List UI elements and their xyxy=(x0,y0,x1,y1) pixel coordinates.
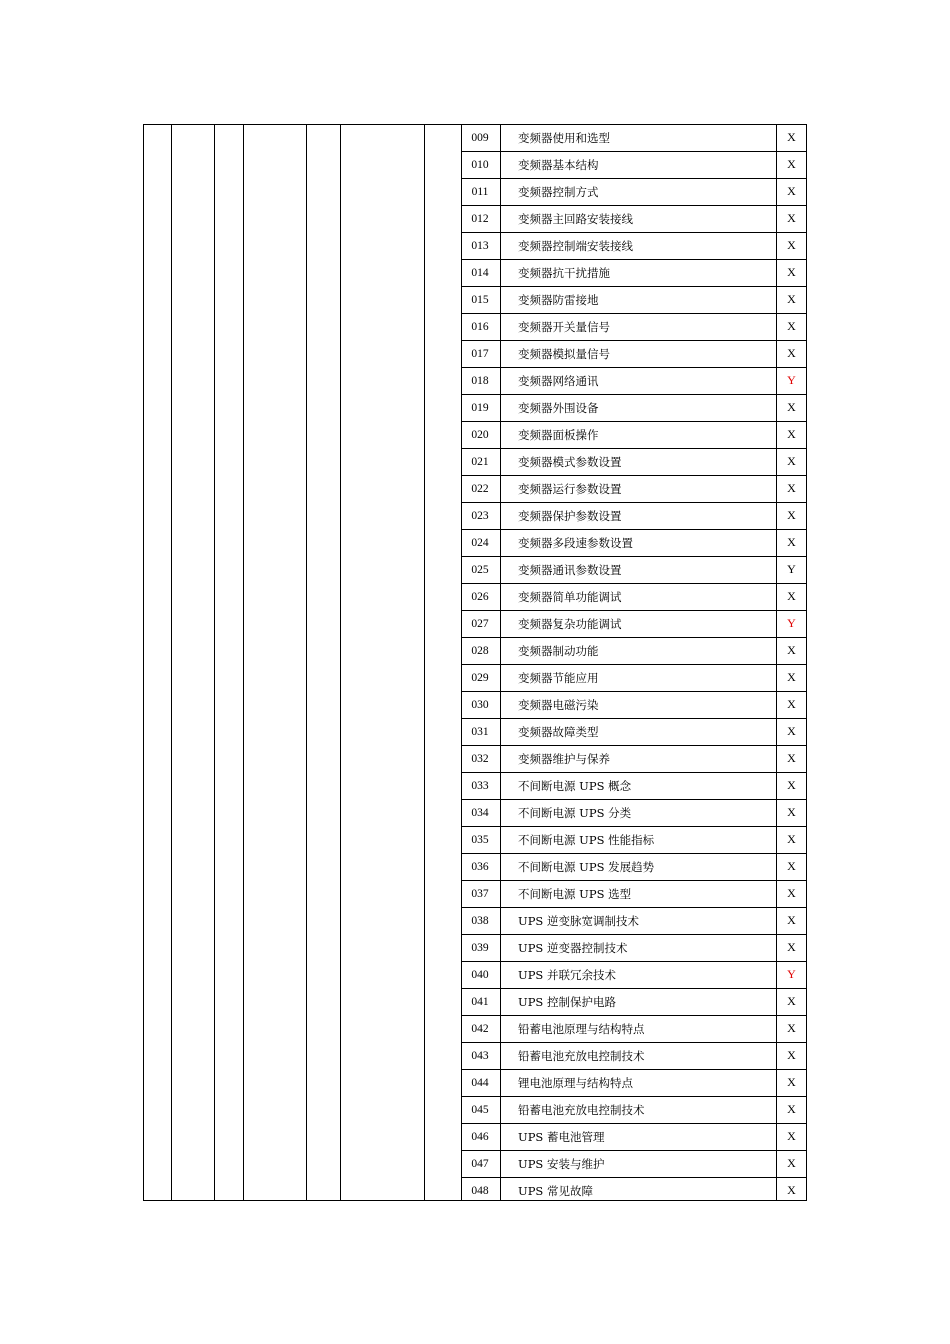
item-flag: X xyxy=(787,1156,796,1170)
table-row xyxy=(461,934,807,961)
item-name: 不间断电源 UPS 发展趋势 xyxy=(518,859,655,874)
column-rule xyxy=(340,124,341,1201)
item-name: 变频器制动功能 xyxy=(518,643,599,658)
item-name: 不间断电源 UPS 分类 xyxy=(518,805,632,820)
item-flag: X xyxy=(787,589,796,603)
item-name: 变频器保护参数设置 xyxy=(518,508,622,523)
knowledge-point-table xyxy=(143,124,807,1201)
item-name: 变频器基本结构 xyxy=(518,157,599,172)
item-code: 041 xyxy=(471,995,489,1008)
item-flag: X xyxy=(787,994,796,1008)
item-flag: X xyxy=(787,157,796,171)
item-name: 变频器控制方式 xyxy=(518,184,599,199)
item-flag: X xyxy=(787,724,796,738)
table-row xyxy=(461,880,807,907)
item-name: 变频器故障类型 xyxy=(518,724,599,739)
item-flag: X xyxy=(787,886,796,900)
item-name: 变频器模式参数设置 xyxy=(518,454,622,469)
item-code: 012 xyxy=(471,212,489,225)
table-row xyxy=(461,1015,807,1042)
item-name: 不间断电源 UPS 选型 xyxy=(518,886,632,901)
item-code: 016 xyxy=(471,320,489,333)
item-flag: X xyxy=(787,1075,796,1089)
item-code: 036 xyxy=(471,860,489,873)
item-flag: X xyxy=(787,1102,796,1116)
table-row xyxy=(461,394,807,421)
item-flag: Y xyxy=(787,967,796,981)
table-row xyxy=(461,232,807,259)
item-name: 变频器使用和选型 xyxy=(518,130,610,145)
item-flag: X xyxy=(787,1048,796,1062)
item-code: 018 xyxy=(471,374,489,387)
item-flag: X xyxy=(787,292,796,306)
table-row xyxy=(461,583,807,610)
table-row xyxy=(461,907,807,934)
item-code: 023 xyxy=(471,509,489,522)
item-code: 044 xyxy=(471,1076,489,1089)
item-code: 038 xyxy=(471,914,489,927)
item-code: 031 xyxy=(471,725,489,738)
item-name: 变频器运行参数设置 xyxy=(518,481,622,496)
item-code: 032 xyxy=(471,752,489,765)
item-flag: Y xyxy=(787,616,796,630)
item-code: 048 xyxy=(471,1184,489,1197)
table-row xyxy=(461,1177,807,1204)
item-flag: X xyxy=(787,1021,796,1035)
table-row xyxy=(461,367,807,394)
item-name: 变频器开关量信号 xyxy=(518,319,610,334)
item-flag: X xyxy=(787,832,796,846)
item-name: UPS 常见故障 xyxy=(518,1183,593,1198)
item-name: 铅蓄电池充放电控制技术 xyxy=(518,1102,645,1117)
item-code: 040 xyxy=(471,968,489,981)
table-row xyxy=(461,502,807,529)
item-name: 变频器控制端安装接线 xyxy=(518,238,633,253)
item-code: 014 xyxy=(471,266,489,279)
item-flag: Y xyxy=(787,562,796,576)
item-code: 043 xyxy=(471,1049,489,1062)
item-name: 变频器复杂功能调试 xyxy=(518,616,622,631)
column-rule xyxy=(243,124,244,1201)
item-flag: X xyxy=(787,319,796,333)
item-name: 变频器防雷接地 xyxy=(518,292,599,307)
item-flag: X xyxy=(787,265,796,279)
item-flag: X xyxy=(787,184,796,198)
table-row xyxy=(461,529,807,556)
item-code: 028 xyxy=(471,644,489,657)
item-name: 变频器多段速参数设置 xyxy=(518,535,633,550)
item-name: UPS 逆变器控制技术 xyxy=(518,940,628,955)
item-name: 不间断电源 UPS 性能指标 xyxy=(518,832,655,847)
table-row xyxy=(461,1150,807,1177)
item-flag: X xyxy=(787,913,796,927)
item-name: 变频器电磁污染 xyxy=(518,697,599,712)
item-flag: X xyxy=(787,211,796,225)
item-code: 029 xyxy=(471,671,489,684)
table-row xyxy=(461,772,807,799)
item-flag: X xyxy=(787,481,796,495)
column-rule xyxy=(214,124,215,1201)
item-flag: X xyxy=(787,670,796,684)
table-row xyxy=(461,340,807,367)
table-row xyxy=(461,178,807,205)
item-code: 037 xyxy=(471,887,489,900)
item-name: 变频器外围设备 xyxy=(518,400,599,415)
item-name: UPS 安装与维护 xyxy=(518,1156,605,1171)
column-rule xyxy=(424,124,425,1201)
table-row xyxy=(461,1123,807,1150)
table-row xyxy=(461,691,807,718)
item-code: 009 xyxy=(471,131,489,144)
item-flag: X xyxy=(787,346,796,360)
item-code: 047 xyxy=(471,1157,489,1170)
item-flag: X xyxy=(787,859,796,873)
item-name: 变频器主回路安装接线 xyxy=(518,211,633,226)
item-flag: X xyxy=(787,400,796,414)
item-name: 变频器网络通讯 xyxy=(518,373,599,388)
table-row xyxy=(461,745,807,772)
item-code: 015 xyxy=(471,293,489,306)
item-code: 020 xyxy=(471,428,489,441)
table-row xyxy=(461,286,807,313)
item-flag: X xyxy=(787,508,796,522)
item-name: UPS 蓄电池管理 xyxy=(518,1129,605,1144)
item-flag: X xyxy=(787,1183,796,1197)
item-flag: X xyxy=(787,454,796,468)
item-code: 017 xyxy=(471,347,489,360)
item-code: 010 xyxy=(471,158,489,171)
table-row xyxy=(461,205,807,232)
item-code: 033 xyxy=(471,779,489,792)
item-flag: Y xyxy=(787,373,796,387)
table-row xyxy=(461,718,807,745)
item-name: UPS 并联冗余技术 xyxy=(518,967,616,982)
table-row xyxy=(461,610,807,637)
item-code: 042 xyxy=(471,1022,489,1035)
table-row xyxy=(461,1042,807,1069)
item-flag: X xyxy=(787,1129,796,1143)
item-flag: X xyxy=(787,643,796,657)
item-code: 021 xyxy=(471,455,489,468)
item-code: 045 xyxy=(471,1103,489,1116)
item-flag: X xyxy=(787,805,796,819)
column-rule xyxy=(306,124,307,1201)
column-rule xyxy=(171,124,172,1201)
item-code: 046 xyxy=(471,1130,489,1143)
item-code: 022 xyxy=(471,482,489,495)
item-code: 025 xyxy=(471,563,489,576)
item-flag: X xyxy=(787,697,796,711)
table-row xyxy=(461,124,807,151)
item-flag: X xyxy=(787,778,796,792)
table-row xyxy=(461,151,807,178)
item-name: 变频器抗干扰措施 xyxy=(518,265,610,280)
item-name: 铅蓄电池充放电控制技术 xyxy=(518,1048,645,1063)
table-row xyxy=(461,1069,807,1096)
table-row xyxy=(461,475,807,502)
table-row xyxy=(461,799,807,826)
table-row xyxy=(461,826,807,853)
item-name: 变频器维护与保养 xyxy=(518,751,610,766)
table-row xyxy=(461,421,807,448)
item-code: 034 xyxy=(471,806,489,819)
item-flag: X xyxy=(787,238,796,252)
item-name: 变频器面板操作 xyxy=(518,427,599,442)
item-flag: X xyxy=(787,751,796,765)
column-rule xyxy=(143,124,144,1201)
table-row xyxy=(461,853,807,880)
item-name: 变频器模拟量信号 xyxy=(518,346,610,361)
item-name: UPS 逆变脉宽调制技术 xyxy=(518,913,639,928)
table-row xyxy=(461,448,807,475)
item-code: 011 xyxy=(471,185,489,198)
item-flag: X xyxy=(787,535,796,549)
item-flag: X xyxy=(787,940,796,954)
table-row xyxy=(461,637,807,664)
item-flag: X xyxy=(787,427,796,441)
table-row xyxy=(461,961,807,988)
item-code: 030 xyxy=(471,698,489,711)
table-row xyxy=(461,556,807,583)
table-row xyxy=(461,988,807,1015)
item-name: 变频器通讯参数设置 xyxy=(518,562,622,577)
item-name: 锂电池原理与结构特点 xyxy=(518,1075,633,1090)
item-flag: X xyxy=(787,130,796,144)
item-code: 024 xyxy=(471,536,489,549)
item-code: 035 xyxy=(471,833,489,846)
item-code: 027 xyxy=(471,617,489,630)
table-row xyxy=(461,1096,807,1123)
table-row xyxy=(461,313,807,340)
item-name: 变频器节能应用 xyxy=(518,670,599,685)
table-row xyxy=(461,664,807,691)
item-name: 不间断电源 UPS 概念 xyxy=(518,778,632,793)
table-row xyxy=(461,259,807,286)
item-name: UPS 控制保护电路 xyxy=(518,994,616,1009)
item-name: 变频器简单功能调试 xyxy=(518,589,622,604)
item-code: 019 xyxy=(471,401,489,414)
item-name: 铅蓄电池原理与结构特点 xyxy=(518,1021,645,1036)
item-code: 039 xyxy=(471,941,489,954)
item-code: 026 xyxy=(471,590,489,603)
item-code: 013 xyxy=(471,239,489,252)
